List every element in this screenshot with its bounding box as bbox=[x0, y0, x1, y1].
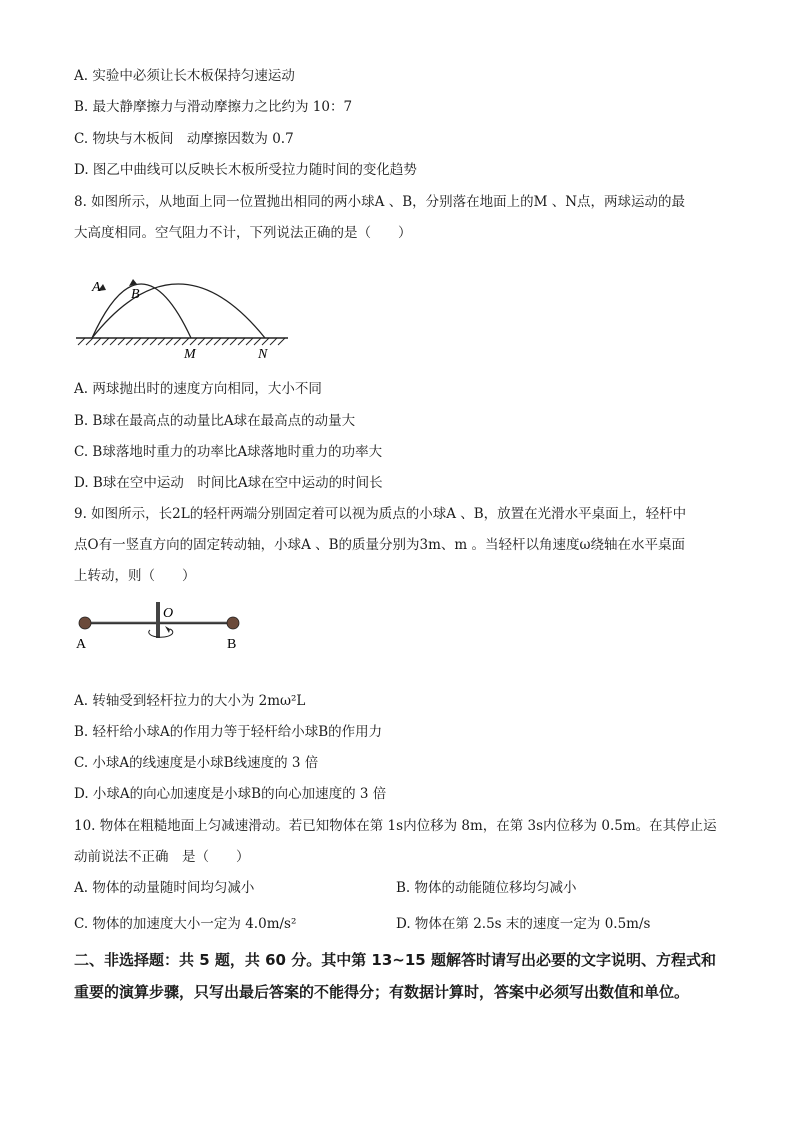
label-o: O bbox=[163, 606, 174, 621]
label-b: B bbox=[131, 287, 140, 302]
q7-option-a: A. 实验中必须让长木板保持匀速运动 bbox=[74, 68, 295, 84]
q10-option-c: C. 物体的加速度大小一定为 4.0m/s² bbox=[74, 916, 297, 932]
q9-rod-figure bbox=[70, 596, 250, 656]
q10-option-a: A. 物体的动量随时间均匀减小 bbox=[74, 880, 255, 896]
q8-projectile-figure bbox=[70, 255, 300, 365]
q8-option-b: B. B球在最高点的动量比A球在最高点的动量大 bbox=[74, 413, 356, 429]
q9-option-d: D. 小球A的向心加速度是小球B的向心加速度的 3 倍 bbox=[74, 786, 387, 802]
section2-heading-line1: 二、非选择题：共 5 题，共 60 分。其中第 13~15 题解答时请写出必要的文字说明、方程式和 bbox=[74, 951, 716, 969]
q10-stem-line2: 动前说法不正确 是（ ） bbox=[74, 849, 250, 865]
label-b: B bbox=[227, 637, 237, 652]
ball-b bbox=[227, 617, 239, 629]
label-m: M bbox=[184, 347, 196, 362]
label-a: A bbox=[92, 280, 101, 295]
trajectory-a bbox=[92, 284, 191, 338]
label-n: N bbox=[258, 347, 268, 362]
q7-option-c: C. 物块与木板间 动摩擦因数为 0.7 bbox=[74, 131, 294, 147]
q9-option-a: A. 转轴受到轻杆拉力的大小为 2mω²L bbox=[74, 693, 306, 709]
label-a: A bbox=[76, 637, 87, 652]
q7-option-d: D. 图乙中曲线可以反映长木板所受拉力随时间的变化趋势 bbox=[74, 162, 417, 178]
ball-a bbox=[79, 617, 91, 629]
q8-option-d: D. B球在空中运动 时间比A球在空中运动的时间长 bbox=[74, 475, 383, 491]
section2-heading-line2: 重要的演算步骤，只写出最后答案的不能得分；有数据计算时，答案中必须写出数值和单位。 bbox=[74, 983, 690, 1001]
q8-stem-line1: 8. 如图所示，从地面上同一位置抛出相同的两小球A 、B，分别落在地面上的M 、N点，两球运动的最 bbox=[74, 194, 686, 210]
q9-stem-line2: 点O有一竖直方向的固定转动轴，小球A 、B的质量分别为3m、m 。当轻杆以角速度ω绕轴在水平桌面 bbox=[74, 537, 686, 553]
ground-hatching bbox=[78, 338, 285, 345]
rotation-axis bbox=[156, 602, 160, 638]
q10-option-b: B. 物体的动能随位移均匀减小 bbox=[396, 880, 577, 896]
q10-stem-line1: 10. 物体在粗糙地面上匀减速滑动。若已知物体在第 1s内位移为 8m，在第 3s内位移为 0.5m。在其停止运 bbox=[74, 818, 717, 834]
q9-option-b: B. 轻杆给小球A的作用力等于轻杆给小球B的作用力 bbox=[74, 724, 383, 740]
q8-option-c: C. B球落地时重力的功率比A球落地时重力的功率大 bbox=[74, 444, 383, 460]
q9-option-c: C. 小球A的线速度是小球B线速度的 3 倍 bbox=[74, 755, 319, 771]
trajectory-b bbox=[92, 284, 265, 338]
q9-stem-line1: 9. 如图所示，长2L的轻杆两端分别固定着可以视为质点的小球A 、B，放置在光滑水平桌面上，轻杆中 bbox=[74, 506, 687, 522]
q8-option-a: A. 两球抛出时的速度方向相同，大小不同 bbox=[74, 381, 322, 397]
q8-stem-line2: 大高度相同。空气阻力不计，下列说法正确的是（ ） bbox=[74, 225, 412, 241]
q7-option-b: B. 最大静摩擦力与滑动摩擦力之比约为 10：7 bbox=[74, 99, 353, 115]
q10-option-d: D. 物体在第 2.5s 末的速度一定为 0.5m/s bbox=[396, 916, 651, 932]
q9-stem-line3: 上转动，则（ ） bbox=[74, 568, 196, 584]
